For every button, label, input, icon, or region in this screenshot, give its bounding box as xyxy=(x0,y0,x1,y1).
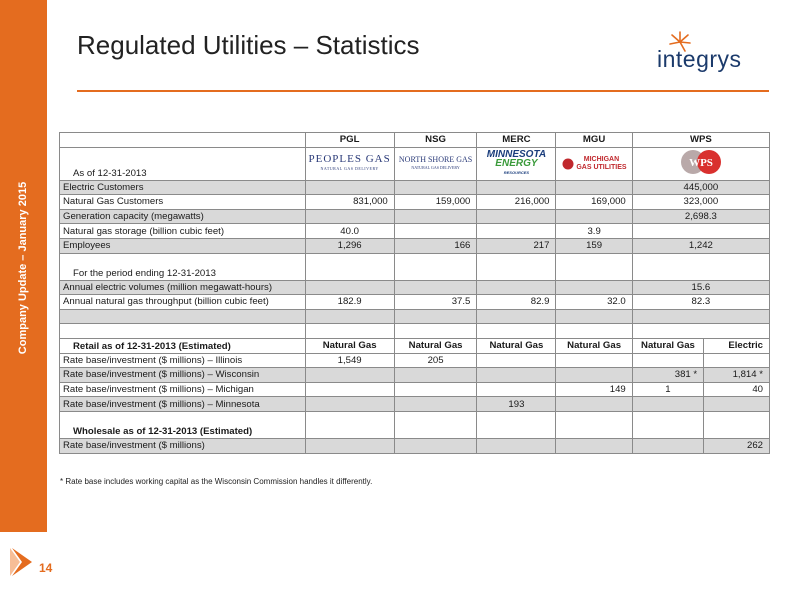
cell-nsg: 166 xyxy=(394,238,477,253)
merc-logo-line1: MINNESOTA xyxy=(486,149,547,161)
table-row xyxy=(60,353,770,368)
table-row xyxy=(60,295,770,310)
table-row xyxy=(60,438,770,453)
wholesale-header-label: Wholesale as of 12-31-2013 (Estimated) xyxy=(60,411,306,438)
pgl-logo-name: PEOPLES GAS xyxy=(308,152,391,165)
retail-col-nsg: Natural Gas xyxy=(394,338,477,353)
cell-wps-elec: 1,814 * xyxy=(704,368,770,383)
cell-merc: 193 xyxy=(477,397,556,412)
table-row xyxy=(60,180,770,195)
cell-wps-elec: 40 xyxy=(704,382,770,397)
sidebar xyxy=(0,0,47,532)
blank-row xyxy=(60,309,770,324)
cell-merc: 216,000 xyxy=(477,195,556,210)
row-label: Generation capacity (megawatts) xyxy=(60,209,306,224)
col-header-nsg: NSG xyxy=(394,133,477,148)
title-divider xyxy=(77,90,769,92)
nsg-logo xyxy=(394,147,477,180)
mgu-flame-icon xyxy=(562,158,574,170)
pgl-logo-sub: NATURAL GAS DELIVERY xyxy=(320,165,379,171)
retail-col-wps-gas: Natural Gas xyxy=(632,338,703,353)
cell-wps: 82.3 xyxy=(632,295,769,310)
cell-mgu: 32.0 xyxy=(556,295,632,310)
as-of-label: As of 12-31-2013 xyxy=(60,147,306,180)
table-row xyxy=(60,397,770,412)
mgu-logo xyxy=(556,147,632,180)
blank-row xyxy=(60,324,770,339)
wps-logo xyxy=(632,147,769,180)
table-header-row xyxy=(60,133,770,148)
row-label: Annual electric volumes (million megawatt-hours) xyxy=(60,280,306,295)
merc-logo-sub: RESOURCES xyxy=(503,170,530,176)
sidebar-date-label: Company Update – January 2015 xyxy=(17,181,29,355)
cell-pgl: 1,296 xyxy=(305,238,394,253)
row-label: Electric Customers xyxy=(60,180,306,195)
cell-wps: 2,698.3 xyxy=(632,209,769,224)
integrys-logo: integrys xyxy=(657,46,742,72)
retail-col-mgu: Natural Gas xyxy=(556,338,632,353)
merc-logo-line2: ENERGY xyxy=(495,158,538,170)
statistics-table xyxy=(59,132,770,454)
row-label: Rate base/investment ($ millions) – Illinois xyxy=(60,353,306,368)
col-header-mgu: MGU xyxy=(556,133,632,148)
page-number: 14 xyxy=(39,561,53,575)
cell-nsg: 159,000 xyxy=(394,195,477,210)
row-label: Rate base/investment ($ millions) xyxy=(60,438,306,453)
retail-col-wps-elec: Electric xyxy=(704,338,770,353)
table-row xyxy=(60,382,770,397)
table-row xyxy=(60,195,770,210)
cell-merc: 217 xyxy=(477,238,556,253)
table-row xyxy=(60,280,770,295)
footnote: * Rate base includes working capital as the Wisconsin Commission handles it differently. xyxy=(60,477,373,486)
page-title: Regulated Utilities – Statistics xyxy=(77,30,420,60)
cell-wps-gas: 1 xyxy=(632,382,703,397)
cell-nsg: 205 xyxy=(394,353,477,368)
cell-wps: 1,242 xyxy=(632,238,769,253)
cell-mgu: 169,000 xyxy=(556,195,632,210)
col-header-pgl: PGL xyxy=(305,133,394,148)
cell-wps-elec: 262 xyxy=(704,438,770,453)
wps-logo-icon xyxy=(671,148,731,176)
table-row xyxy=(60,368,770,383)
cell-wps-gas: 381 * xyxy=(632,368,703,383)
row-label: Rate base/investment ($ millions) – Minnesota xyxy=(60,397,306,412)
cell-mgu: 149 xyxy=(556,382,632,397)
cell-pgl: 40.0 xyxy=(305,224,394,239)
col-header-merc: MERC xyxy=(477,133,556,148)
cell-wps: 15.6 xyxy=(632,280,769,295)
logo-row xyxy=(60,147,770,180)
cell-mgu: 159 xyxy=(556,238,632,253)
wholesale-header-row xyxy=(60,411,770,438)
cell-pgl: 1,549 xyxy=(305,353,394,368)
row-label: Natural gas storage (billion cubic feet) xyxy=(60,224,306,239)
nsg-logo-sub: NATURAL GAS DELIVERY xyxy=(411,164,460,170)
retail-header-row xyxy=(60,338,770,353)
cell-pgl: 831,000 xyxy=(305,195,394,210)
cell-nsg: 37.5 xyxy=(394,295,477,310)
pgl-logo xyxy=(305,147,394,180)
row-label: Rate base/investment ($ millions) – Wisconsin xyxy=(60,368,306,383)
row-label: Natural Gas Customers xyxy=(60,195,306,210)
period-label: For the period ending 12-31-2013 xyxy=(60,253,306,280)
cell-wps: 323,000 xyxy=(632,195,769,210)
table-row xyxy=(60,209,770,224)
cell-merc: 82.9 xyxy=(477,295,556,310)
mgu-logo-line2: GAS UTILITIES xyxy=(576,163,627,171)
row-label: Employees xyxy=(60,238,306,253)
wps-logo-text: WPS xyxy=(688,156,713,169)
col-header-wps: WPS xyxy=(632,133,769,148)
retail-col-pgl: Natural Gas xyxy=(305,338,394,353)
row-label: Rate base/investment ($ millions) – Michigan xyxy=(60,382,306,397)
merc-logo xyxy=(477,147,556,180)
mgu-logo-line1: MICHIGAN xyxy=(583,155,620,163)
table-row xyxy=(60,238,770,253)
cell-wps: 445,000 xyxy=(632,180,769,195)
nsg-logo-name: NORTH SHORE GAS xyxy=(398,154,473,164)
table-row xyxy=(60,224,770,239)
header-blank xyxy=(60,133,306,148)
retail-col-merc: Natural Gas xyxy=(477,338,556,353)
cell-pgl: 182.9 xyxy=(305,295,394,310)
row-label: Annual natural gas throughput (billion cubic feet) xyxy=(60,295,306,310)
cell-mgu: 3.9 xyxy=(556,224,632,239)
retail-header-label: Retail as of 12-31-2013 (Estimated) xyxy=(60,338,306,353)
section-row xyxy=(60,253,770,280)
